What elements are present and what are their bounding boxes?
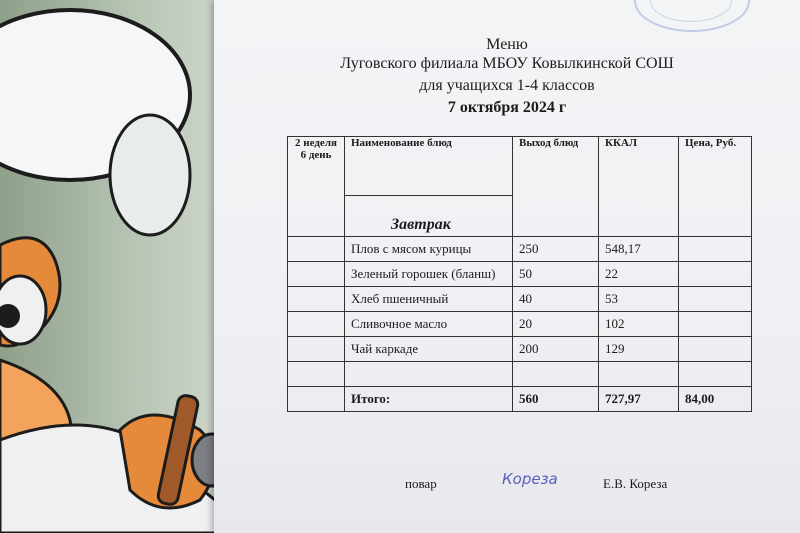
dish-name: Чай каркаде [345,337,513,362]
meal-cell [345,196,513,237]
menu-title: Меню [486,36,528,53]
dish-name: Плов с мясом курицы [345,237,513,262]
week-day-cell [288,137,345,237]
table-row [288,312,752,337]
dish-output: 20 [513,312,599,337]
table-row [288,237,752,262]
dish-name: Хлеб пшеничный [345,287,513,312]
total-price: 84,00 [679,387,752,412]
dish-name: Сливочное масло [345,312,513,337]
table-row [288,262,752,287]
empty-row [288,362,752,387]
header-name: Наименование блюд [345,137,513,196]
total-label: Итого: [345,387,513,412]
menu-date: 7 октября 2024 г [447,99,567,116]
dish-kcal: 548,17 [599,237,679,262]
meal-label: Завтрак [391,216,451,233]
header-price: Цена, Руб. [679,137,752,237]
cook-name: Е.В. Кореза [603,476,668,491]
menu-table [287,136,752,412]
menu-audience: для учащихся 1-4 классов [419,77,595,94]
day-label: 6 день [300,149,332,161]
chef-hat-puff [110,115,190,235]
dish-output: 200 [513,337,599,362]
total-output: 560 [513,387,599,412]
header-kcal: ККАЛ [599,137,679,237]
header-output: Выход блюд [513,137,599,237]
cook-signature: Кореза [502,470,558,488]
table-row [288,337,752,362]
dish-output: 250 [513,237,599,262]
dish-kcal: 22 [599,262,679,287]
dish-name: Зеленый горошек (бланш) [345,262,513,287]
dish-kcal: 129 [599,337,679,362]
week-label: 2 неделя [295,137,337,149]
table-row [288,287,752,312]
dish-output: 40 [513,287,599,312]
cook-label: повар [405,476,437,491]
dish-kcal: 102 [599,312,679,337]
dish-output: 50 [513,262,599,287]
dish-kcal: 53 [599,287,679,312]
menu-sheet [214,0,800,533]
menu-organization: Луговского филиала МБОУ Ковылкинской СОШ [340,55,674,72]
table-header-row [288,137,752,196]
total-row [288,387,752,412]
total-kcal: 727,97 [599,387,679,412]
